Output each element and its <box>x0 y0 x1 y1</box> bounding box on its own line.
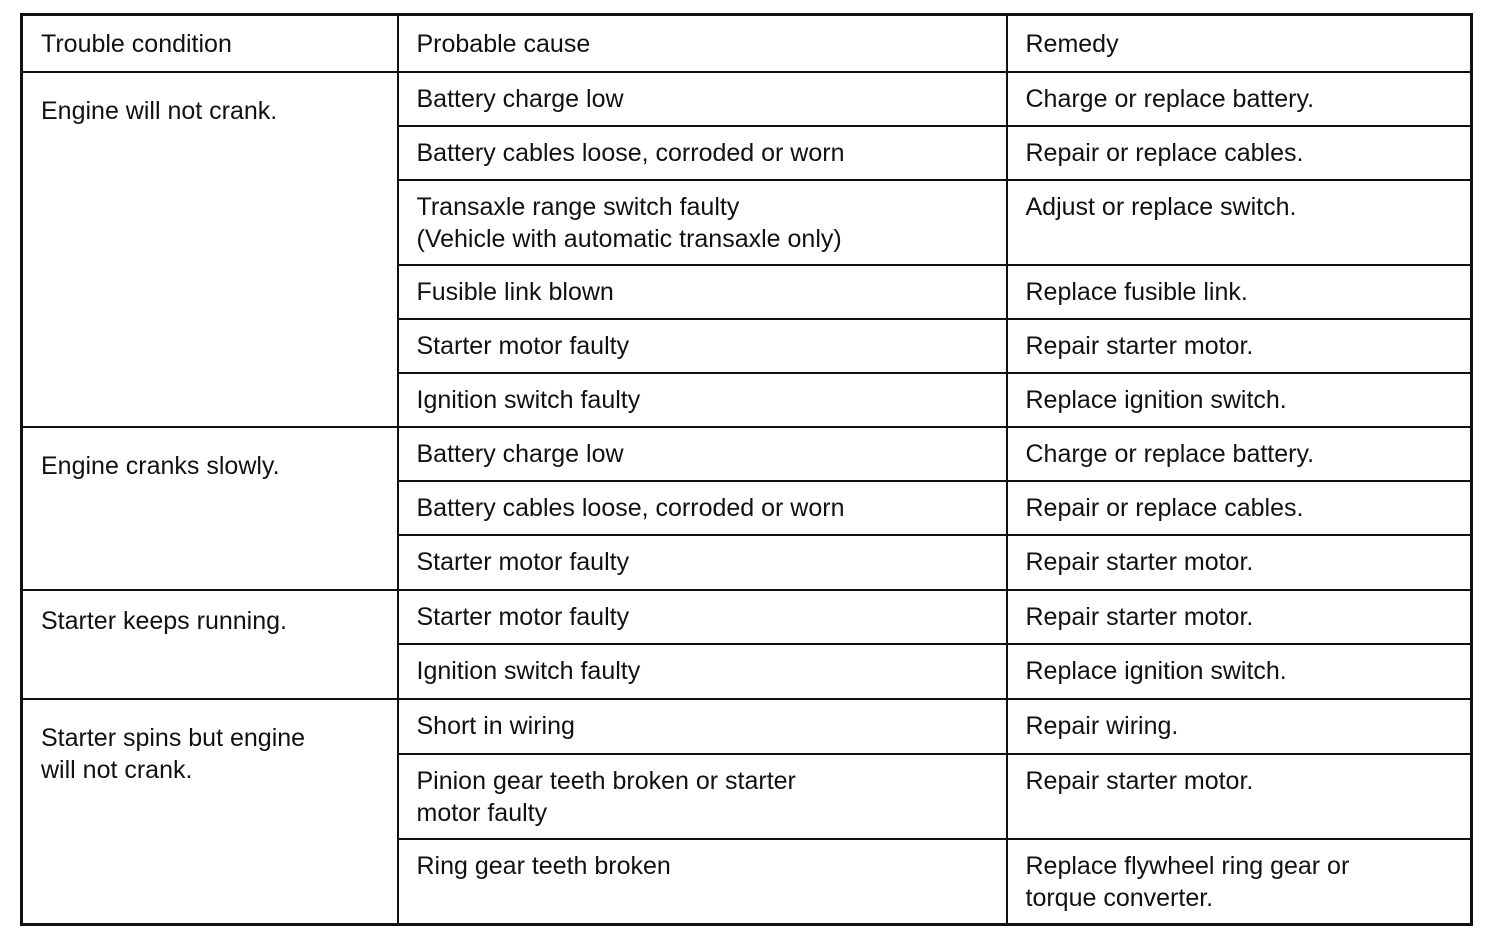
header-remedy: Remedy <box>1007 15 1472 72</box>
remedy-cell <box>1007 699 1472 754</box>
cause-cell <box>398 590 1007 644</box>
remedy-text: Repair starter motor. <box>1025 331 1254 360</box>
cause-cell <box>398 265 1007 319</box>
cause-cell <box>398 535 1007 590</box>
cause-text: Battery cables loose, corroded or worn <box>416 493 845 522</box>
remedy-cell <box>1007 265 1472 319</box>
cause-text: Ignition switch faulty <box>416 385 641 414</box>
remedy-text: Repair or replace cables. <box>1025 493 1304 522</box>
table-row <box>22 427 1472 481</box>
remedy-text: Charge or replace battery. <box>1025 84 1315 113</box>
remedy-text: Repair starter motor. <box>1025 766 1254 795</box>
cause-text: Starter motor faulty <box>416 547 630 576</box>
remedy-text: Replace fusible link. <box>1025 277 1248 306</box>
troubleshooting-table <box>20 13 1473 926</box>
cause-cell <box>398 373 1007 427</box>
condition-text: Engine cranks slowly. <box>41 451 280 480</box>
remedy-text: Replace ignition switch. <box>1025 385 1287 414</box>
table-row <box>22 72 1472 126</box>
cause-cell <box>398 754 1007 839</box>
remedy-cell <box>1007 839 1472 925</box>
cause-text: Battery charge low <box>416 439 624 468</box>
remedy-text: Replace ignition switch. <box>1025 656 1287 685</box>
cause-text: Ring gear teeth broken <box>416 851 671 880</box>
cause-text: Short in wiring <box>416 711 575 740</box>
remedy-text: Repair starter motor. <box>1025 602 1254 631</box>
condition-text: will not crank. <box>41 755 193 784</box>
cause-text: Battery charge low <box>416 84 624 113</box>
remedy-cell <box>1007 72 1472 126</box>
remedy-text: Repair starter motor. <box>1025 547 1254 576</box>
remedy-text: Adjust or replace switch. <box>1025 192 1297 221</box>
cause-text: Transaxle range switch faulty <box>416 192 740 221</box>
cause-cell <box>398 180 1007 265</box>
cause-cell <box>398 699 1007 754</box>
remedy-text: Charge or replace battery. <box>1025 439 1315 468</box>
remedy-text: torque converter. <box>1025 883 1214 912</box>
cause-text: Fusible link blown <box>416 277 614 306</box>
header-trouble-condition: Trouble condition <box>22 15 398 72</box>
cause-text: Pinion gear teeth broken or starter <box>416 766 796 795</box>
condition-text: Starter keeps running. <box>41 606 287 635</box>
cause-text: Starter motor faulty <box>416 331 630 360</box>
condition-cell <box>22 72 398 427</box>
condition-cell <box>22 427 398 590</box>
condition-cell <box>22 699 398 925</box>
cause-cell <box>398 427 1007 481</box>
cause-cell <box>398 644 1007 699</box>
cause-cell <box>398 481 1007 535</box>
cause-cell <box>398 319 1007 373</box>
remedy-text: Repair or replace cables. <box>1025 138 1304 167</box>
header-probable-cause: Probable cause <box>398 15 1007 72</box>
cause-text: Ignition switch faulty <box>416 656 641 685</box>
condition-cell <box>22 590 398 699</box>
cause-cell <box>398 126 1007 180</box>
cause-text: (Vehicle with automatic transaxle only) <box>416 224 842 253</box>
cause-cell <box>398 839 1007 925</box>
remedy-cell <box>1007 535 1472 590</box>
table-row <box>22 699 1472 754</box>
cause-cell <box>398 72 1007 126</box>
cause-text: motor faulty <box>416 798 548 827</box>
remedy-text: Replace flywheel ring gear or <box>1025 851 1350 880</box>
cause-text: Starter motor faulty <box>416 602 630 631</box>
remedy-cell <box>1007 754 1472 839</box>
remedy-cell <box>1007 126 1472 180</box>
remedy-cell <box>1007 481 1472 535</box>
cause-text: Battery cables loose, corroded or worn <box>416 138 845 167</box>
remedy-cell <box>1007 319 1472 373</box>
remedy-cell <box>1007 373 1472 427</box>
remedy-cell <box>1007 644 1472 699</box>
remedy-text: Repair wiring. <box>1025 711 1179 740</box>
condition-text: Starter spins but engine <box>41 723 306 752</box>
header-row <box>22 15 1472 72</box>
table-row <box>22 590 1472 644</box>
remedy-cell <box>1007 180 1472 265</box>
remedy-cell <box>1007 590 1472 644</box>
remedy-cell <box>1007 427 1472 481</box>
condition-text: Engine will not crank. <box>41 96 278 125</box>
